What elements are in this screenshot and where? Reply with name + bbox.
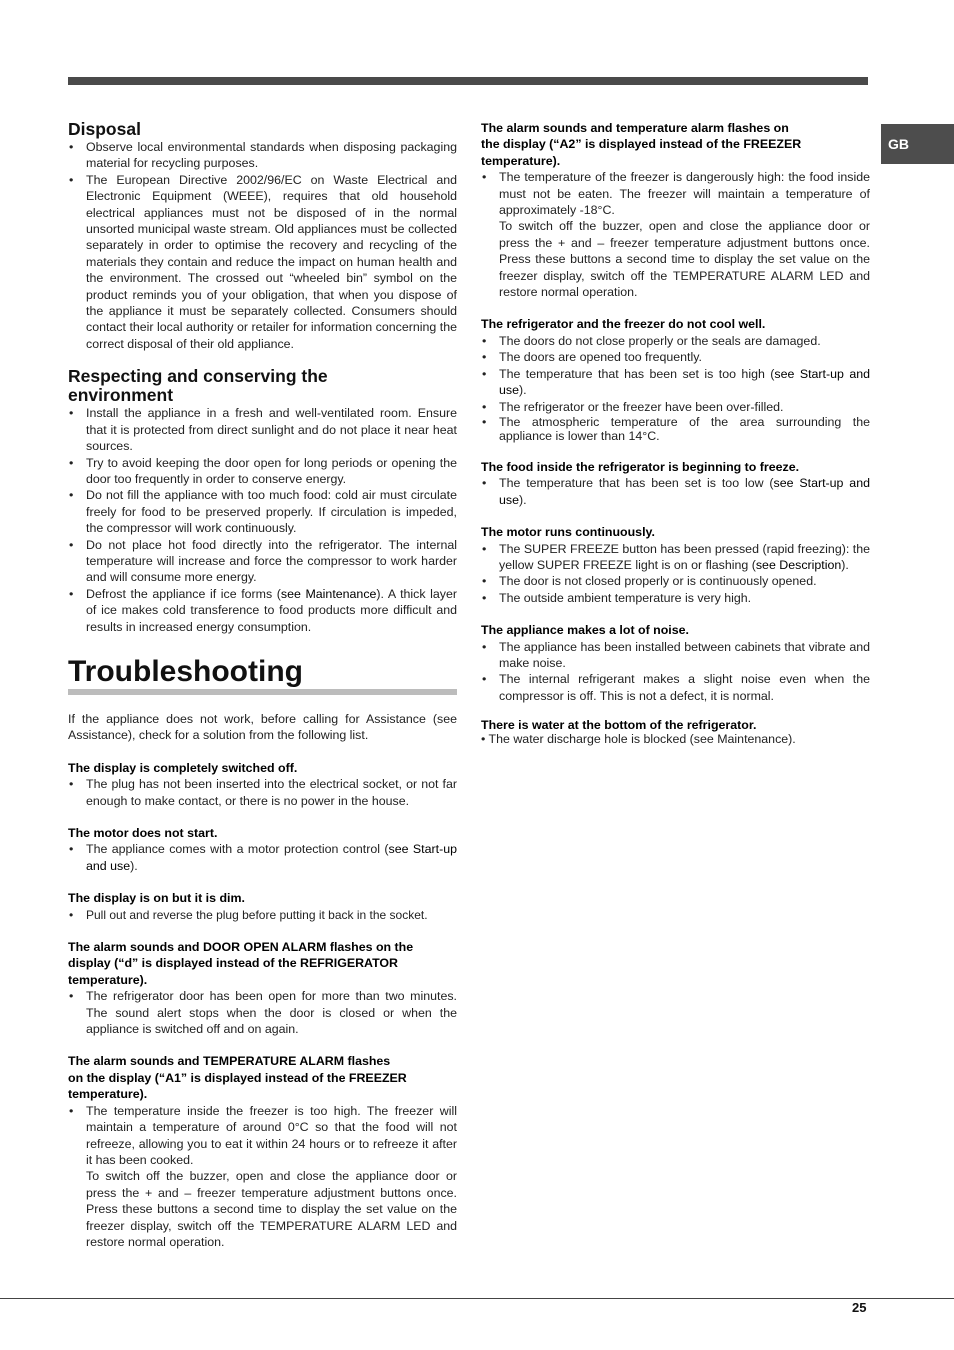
list-item: • The internal refrigerant makes a slight noise even when the compressor is off. This is not a defect, it is normal. [481,671,870,704]
description-link[interactable]: see Description [755,557,842,572]
list-item: • The outside ambient temperature is very high. [481,590,870,606]
top-rule [68,77,868,85]
list-item: • The refrigerator door has been open for more than two minutes. The sound alert stops when the door is closed or when the appliance is switched off and on again. [68,988,457,1037]
list-item: • The door is not closed properly or is continuously opened. [481,573,870,589]
list-item: • The doors are opened too frequently. [481,349,870,365]
startup-link[interactable]: see Start-up and use [499,476,870,507]
display-off-heading: The display is completely switched off. [68,760,298,775]
not-cool-heading: The refrigerator and the freezer do not cool well. [481,317,766,332]
maintenance-link[interactable]: see Maintenance [280,586,377,601]
list-item: • Try to avoid keeping the door open for long periods or opening the door too frequently in order to conserve energy. [68,455,457,488]
list-item: • The appliance has been installed between cabinets that vibrate and make noise. [481,639,870,672]
troubleshooting-title: Troubleshooting [68,657,457,695]
list-item: • The temperature of the freezer is dangerously high: the food inside must not be eaten. The freezer will maintain a temperature of approximately -18°C. To switch off the buzzer, open and close the appliance door or press the + and – freezer temperature adjustment buttons once. Press these buttons a second time to display the set value on the freezer display, switch off the TEMPERATURE ALARM LED and restore normal operation. [481,169,870,300]
environment-list [68,405,457,635]
door-alarm-heading: The alarm sounds and DOOR OPEN ALARM flashes on the display (“d” is displayed instead of the REFRIGERATOR temperature). [68,940,414,987]
list-item: • The appliance comes with a motor protection control (see Start-up and use). [68,841,457,874]
list-item: • The temperature that has been set is too low (see Start-up and use). [481,475,870,508]
list-item: • Defrost the appliance if ice forms (see Maintenance). A thick layer of ice makes cold transference to food products more difficult and results in increased energy consumption. [68,586,457,635]
a2-alarm-heading: The alarm sounds and temperature alarm flashes on the display (“A2” is displayed instead of the FREEZER temperature). [481,121,802,168]
left-column [68,120,457,1250]
list-item: • The SUPER FREEZE button has been pressed (rapid freezing): the yellow SUPER FREEZE light is on or flashing (see Description). [481,541,870,574]
list-item: • The temperature that has been set is too high (see Start-up and use). [481,366,870,399]
list-item: • Install the appliance in a fresh and well-ventilated room. Ensure that it is protected from direct sunlight and do not place it near heat sources. [68,405,457,454]
disposal-list [68,139,457,352]
list-item: • The European Directive 2002/96/EC on Waste Electrical and Electronic Equipment (WEEE), requires that old household electrical appliances must not be disposed of in the normal unsorted municipal waste stream. Old appliances must be collected separately in order to optimise the recovery and recycling of the materials they contain and reduce the impact on human health and the environment. The crossed out “wheeled bin” symbol on the product reminds you of your obligation, that when you dispose of the appliance it must be separately collected. Consumers should contact their local authority or retailer for information concerning the correct disposal of their old appliance. [68,172,457,352]
display-dim-heading: The display is on but it is dim. [68,891,245,906]
page-number: 25 [852,1300,867,1315]
list-item: • The temperature inside the freezer is too high. The freezer will maintain a temperature of around 0°C so that the food will not refreeze, allowing you to eat it within 24 hours or to refreeze it after it has been cooked. To switch off the buzzer, open and close the appliance door or press the + and – freezer temperature adjustment buttons once. Press these buttons a second time to display the set value on the freezer display, switch off the TEMPERATURE ALARM LED and restore normal operation. [68,1103,457,1251]
temp-alarm-heading: The alarm sounds and TEMPERATURE ALARM flashes on the display (“A1” is displayed instead of the FREEZER temperature). [68,1054,407,1102]
motor-no-start-heading: The motor does not start. [68,826,218,840]
startup-link[interactable]: see Start-up and use [499,366,870,398]
freezing-heading: The food inside the refrigerator is beginning to freeze. [481,459,800,474]
list-item: • The doors do not close properly or the seals are damaged. [481,333,870,349]
list-item: • The atmospheric temperature of the area surrounding the appliance is lower than 14°C. [481,415,870,443]
motor-continuous-heading: The motor runs continuously. [481,525,655,540]
list-item: • The refrigerator or the freezer have been over-filled. [481,399,870,415]
disposal-heading: Disposal [68,119,141,139]
water-item: • The water discharge hole is blocked (see Maintenance). [481,732,796,747]
language-tab: GB [881,124,954,164]
noise-heading: The appliance makes a lot of noise. [481,623,689,638]
list-item: • Do not fill the appliance with too much food: cold air must circulate freely for food to be preserved properly. If circulation is impeded, the compressor will work continuously. [68,487,457,536]
list-item: • Do not place hot food directly into the refrigerator. The internal temperature will increase and force the compressor to work harder and will consume more energy. [68,537,457,586]
environment-heading-line1: Respecting and conserving the [68,366,328,387]
startup-link[interactable]: see Start-up and use [86,842,457,873]
environment-heading [68,367,457,405]
list-item: • Pull out and reverse the plug before putting it back in the socket. [68,907,457,923]
list-item: • The plug has not been inserted into the electrical socket, or not far enough to make contact, or there is no power in the house. [68,776,457,809]
troubleshooting-intro: If the appliance does not work, before calling for Assistance (see Assistance), check for a solution from the following list. [68,711,457,743]
right-column [481,120,870,746]
bottom-rule [0,1298,954,1299]
list-item: • Observe local environmental standards when disposing packaging material for recycling purposes. [68,139,457,172]
water-heading: There is water at the bottom of the refrigerator. [481,718,757,733]
environment-heading-line2: environment [68,385,174,406]
